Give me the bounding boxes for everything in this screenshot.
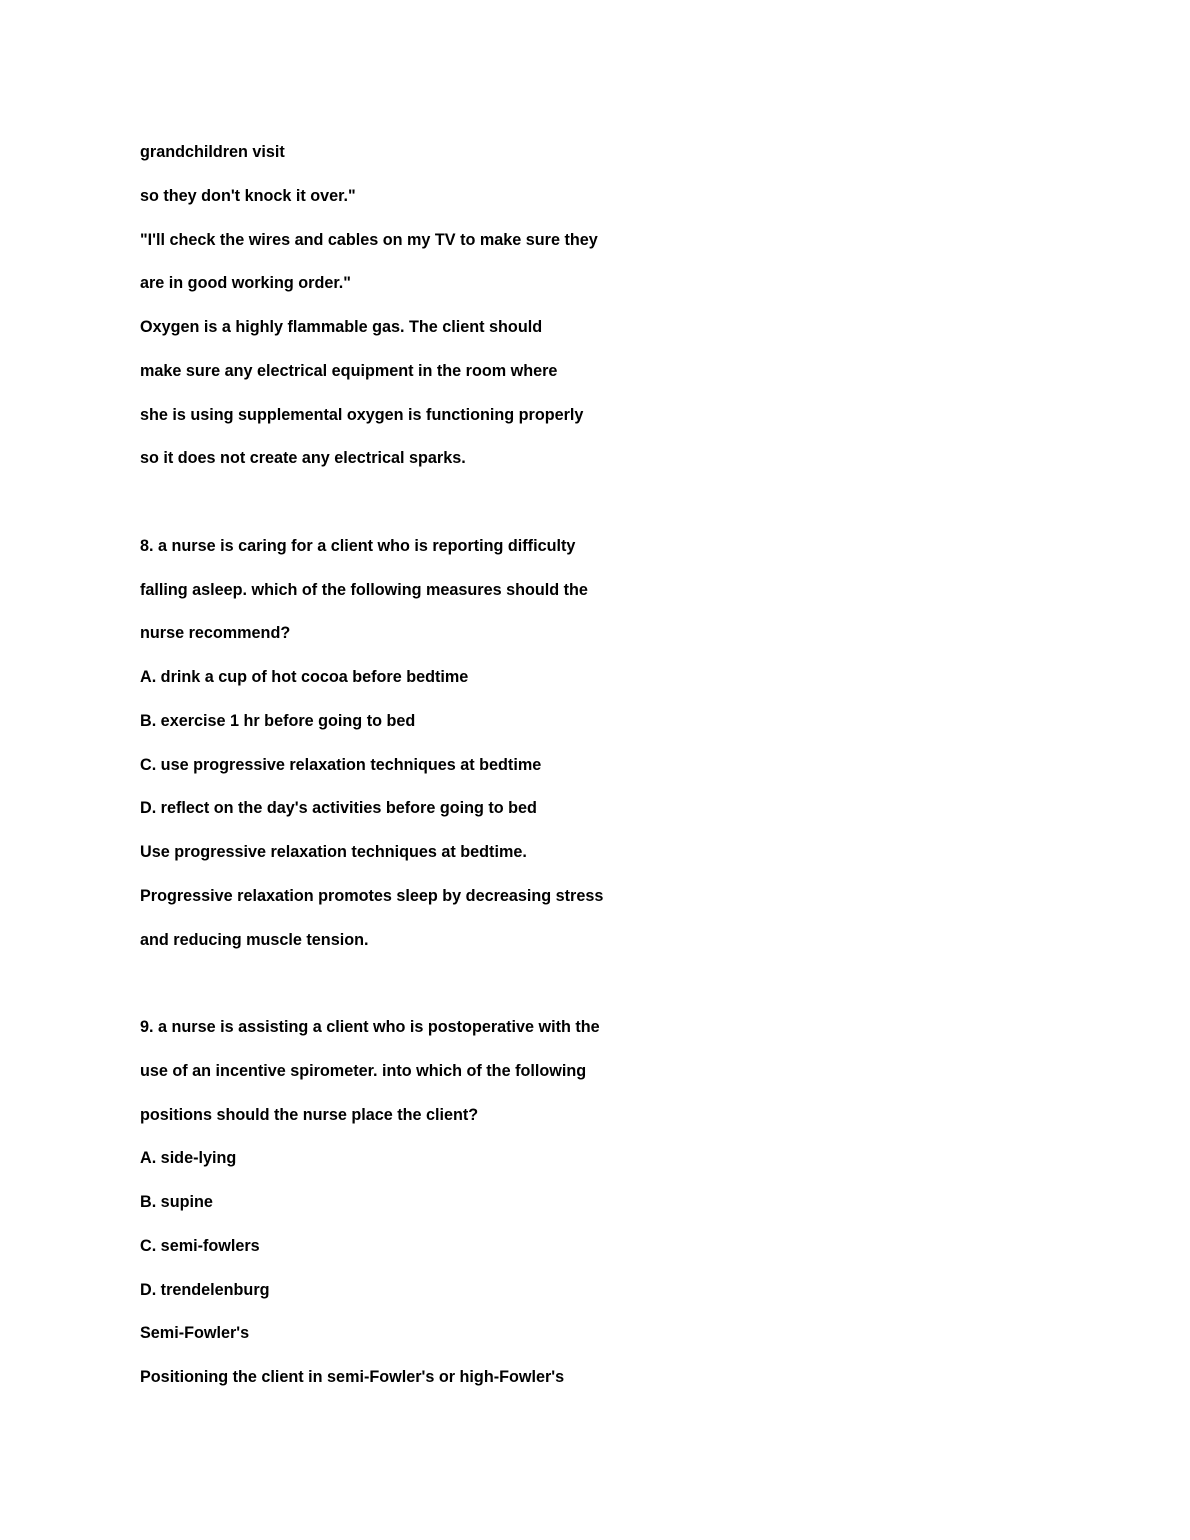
text-line: so they don't knock it over." — [140, 186, 356, 205]
text-line: Semi-Fowler's — [140, 1324, 250, 1343]
text-line: 8. a nurse is caring for a client who is reporting difficulty — [140, 536, 576, 555]
paragraph-gap — [140, 481, 1100, 525]
text-line: nurse recommend? — [140, 624, 291, 643]
text-line: C. semi-fowlers — [140, 1236, 260, 1255]
text-block — [140, 525, 1100, 963]
text-line: grandchildren visit — [140, 143, 285, 161]
document-page — [140, 131, 1100, 1400]
text-line: Positioning the client in semi-Fowler's or high-Fowler's — [140, 1368, 565, 1386]
text-line: she is using supplemental oxygen is functioning properly — [140, 405, 584, 424]
text-line: falling asleep. which of the following measures should the — [140, 580, 588, 599]
text-block — [140, 131, 1100, 481]
text-line: Oxygen is a highly flammable gas. The client should — [140, 318, 543, 336]
paragraph-gap — [140, 962, 1100, 1006]
text-line: Use progressive relaxation techniques at bedtime. — [140, 843, 527, 861]
text-line: make sure any electrical equipment in the room where — [140, 361, 558, 380]
text-line: positions should the nurse place the client? — [140, 1105, 479, 1124]
text-line: so it does not create any electrical sparks. — [140, 449, 466, 468]
text-line: C. use progressive relaxation techniques at bedtime — [140, 755, 542, 774]
text-line: Progressive relaxation promotes sleep by decreasing stress — [140, 886, 604, 905]
text-line: A. drink a cup of hot cocoa before bedtime — [140, 668, 469, 686]
text-block — [140, 1006, 1100, 1400]
text-line: "I'll check the wires and cables on my TV to make sure they — [140, 230, 598, 249]
text-line: B. supine — [140, 1193, 213, 1211]
text-line: 9. a nurse is assisting a client who is postoperative with the — [140, 1018, 600, 1036]
text-line: B. exercise 1 hr before going to bed — [140, 711, 416, 730]
text-line: are in good working order." — [140, 274, 351, 293]
text-line: D. reflect on the day's activities before going to bed — [140, 799, 537, 818]
text-line: D. trendelenburg — [140, 1280, 270, 1299]
text-line: use of an incentive spirometer. into which of the following — [140, 1061, 587, 1080]
text-line: A. side-lying — [140, 1149, 237, 1168]
text-line: and reducing muscle tension. — [140, 930, 369, 949]
